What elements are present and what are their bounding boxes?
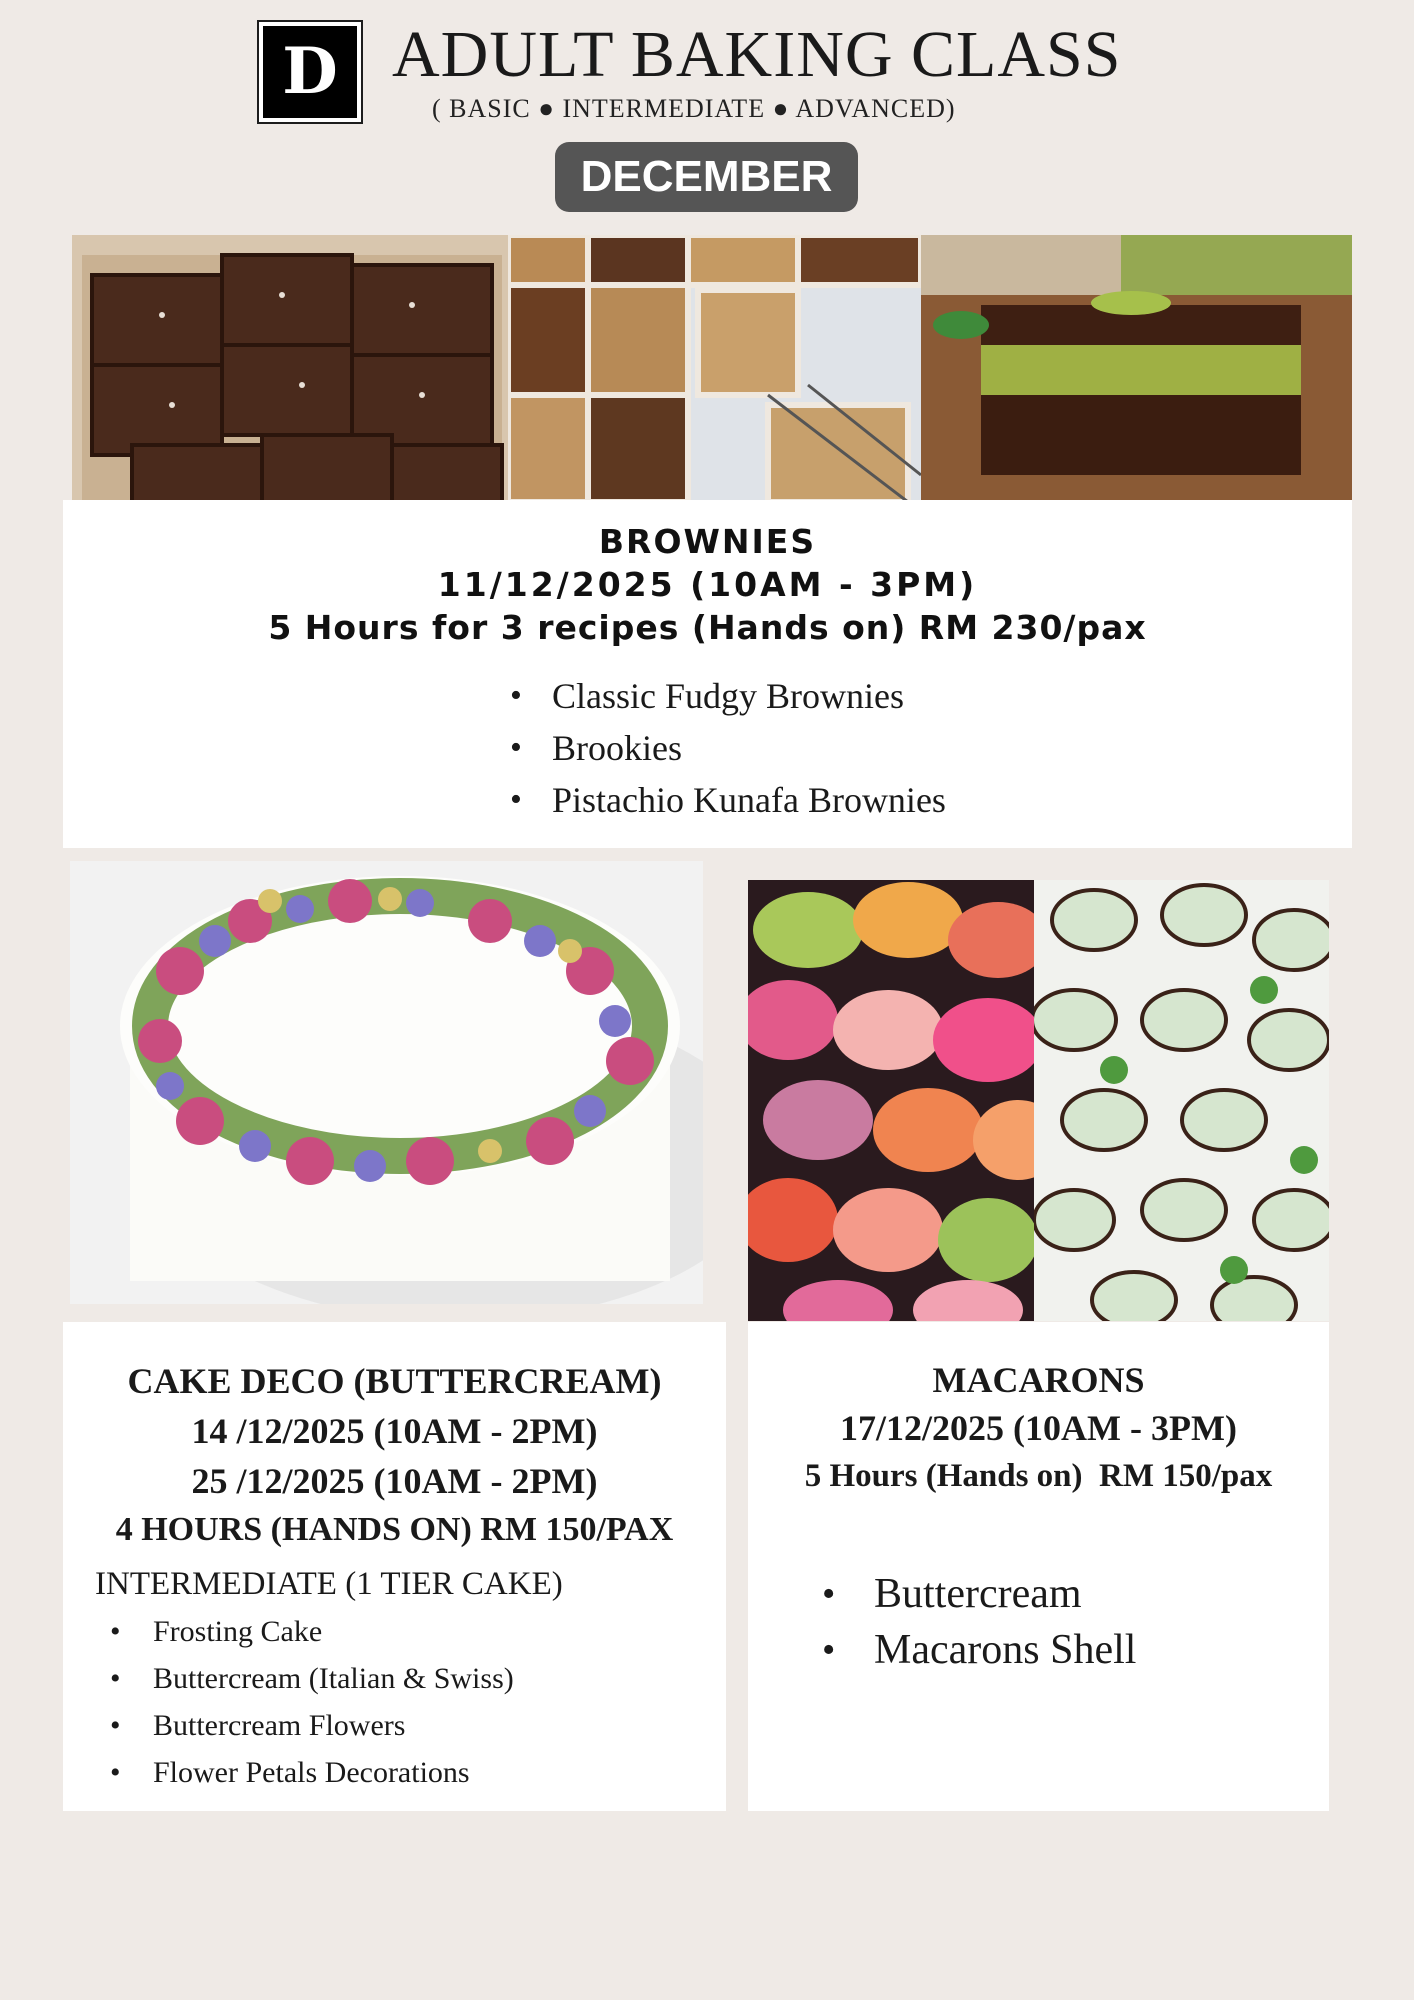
macarons-topic-list [822,1566,1136,1678]
list-item: • Classic Fudgy Brownies [510,670,946,722]
brownies-photo [72,235,508,502]
brownies-title: BROWNIES [598,522,817,561]
list-item: • Buttercream (Italian & Swiss) [110,1655,514,1702]
pistachio-brownie-photo [921,235,1352,502]
cake-deco-heading [63,1356,726,1554]
buttercream-cake-photo [70,861,703,1304]
list-item: • Buttercream [822,1566,1136,1622]
list-item: • Flower Petals Decorations [110,1749,514,1796]
list-item: • Brookies [510,722,946,774]
list-item: • Buttercream Flowers [110,1702,514,1749]
cake-deco-level: INTERMEDIATE (1 TIER CAKE) [95,1566,563,1602]
list-item: • Frosting Cake [110,1608,514,1655]
macarons-title: MACARONS [932,1360,1145,1400]
cake-deco-details: 4 HOURS (HANDS ON) RM 150/PAX [115,1511,674,1548]
macarons-date: 17/12/2025 (10AM - 3PM) [840,1408,1237,1448]
macarons-color-photo [748,880,1034,1321]
cake-deco-topic-list [110,1608,514,1796]
list-item: • Pistachio Kunafa Brownies [510,774,946,826]
list-item: • Macarons Shell [822,1622,1136,1678]
brownies-date: 11/12/2025 (10AM - 3PM) [437,565,978,604]
cake-deco-date-2: 25 /12/2025 (10AM - 2PM) [191,1461,598,1501]
brand-logo [257,20,363,124]
brownies-heading [63,520,1352,649]
macarons-chocolate-photo [1034,880,1329,1321]
brownies-details: 5 Hours for 3 recipes (Hands on) RM 230/pax [268,608,1147,647]
cake-deco-title: CAKE DECO (BUTTERCREAM) [127,1361,662,1401]
brookies-photo [508,235,921,502]
page-subtitle: ( BASIC ● INTERMEDIATE ● ADVANCED) [432,94,956,123]
month-badge: DECEMBER [555,142,858,212]
macarons-details: 5 Hours (Hands on) RM 150/pax [804,1458,1273,1494]
logo-letter: D [263,26,357,118]
page-title: ADULT BAKING CLASS [392,18,1122,91]
macarons-heading [748,1356,1329,1500]
cake-deco-date-1: 14 /12/2025 (10AM - 2PM) [191,1411,598,1451]
brownies-recipe-list [510,670,946,826]
